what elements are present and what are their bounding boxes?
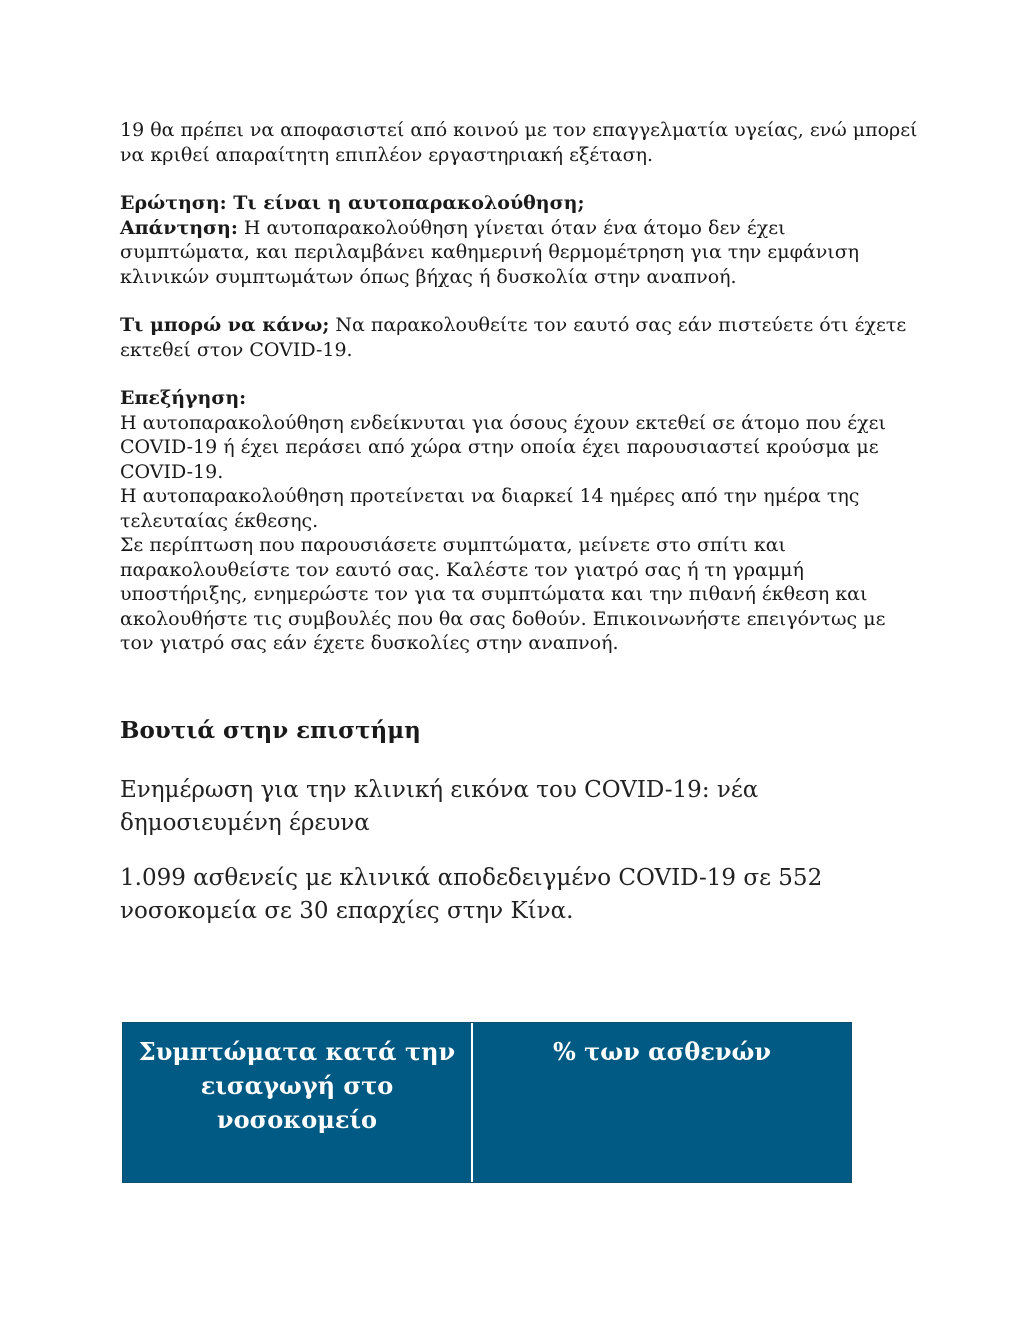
- explanation-label: Επεξήγηση:: [120, 387, 247, 409]
- intro-paragraph: 19 θα πρέπει να αποφασιστεί από κοινού με τον επαγγελματία υγείας, ενώ μπορεί να κριθεί απαραίτητη επιπλέον εργαστηριακή εξέταση.: [120, 119, 918, 166]
- action-text: Να παρακολουθείτε τον εαυτό σας εάν πιστεύετε ότι έχετε εκτεθεί στον COVID-19.: [120, 314, 907, 361]
- action-label: Τι μπορώ να κάνω;: [120, 314, 330, 336]
- explanation-line: Η αυτοπαρακολούθηση προτείνεται να διαρκεί 14 ημέρες από την ημέρα της τελευταίας έκθεσης.: [120, 485, 860, 532]
- explanation-line: Η αυτοπαρακολούθηση ενδείκνυται για όσους έχουν εκτεθεί σε άτομο που έχει COVID-19 ή έχει περάσει από χώρα στην οποία έχει παρουσιαστεί κρούσμα με COVID-19.: [120, 411, 886, 483]
- answer-text: Η αυτοπαρακολούθηση γίνεται όταν ένα άτομο δεν έχει συμπτώματα, και περιλαμβάνει καθημερινή θερμομέτρηση για την εμφάνιση κλινικών συμπτωμάτων όπως βήχας ή δυσκολία στην αναπνοή.: [120, 216, 860, 288]
- section-title: Βουτιά στην επιστήμη: [120, 716, 421, 744]
- symptoms-table: [122, 1022, 852, 1183]
- science-subtitle: Ενημέρωση για την κλινική εικόνα του COVID-19: νέα δημοσιευμένη έρευνα: [120, 776, 759, 836]
- science-summary: 1.099 ασθενείς με κλινικά αποδεδειγμένο COVID-19 σε 552 νοσοκομεία σε 30 επαρχίες στην Κίνα.: [120, 864, 823, 924]
- table-header-symptoms: Συμπτώματα κατά την εισαγωγή στο νοσοκομείο: [123, 1023, 473, 1182]
- question-label: Ερώτηση: Τι είναι η αυτοπαρακολούθηση;: [120, 192, 585, 214]
- explanation-line: Σε περίπτωση που παρουσιάσετε συμπτώματα, μείνετε στο σπίτι και παρακολουθείστε τον εαυτό σας. Καλέστε τον γιατρό σας ή τη γραμμή υποστήριξης, ενημερώστε τον για τα συμπτώματα και την πιθανή έκθεση και ακολουθήστε τις συμβουλές που θα σας δοθούν. Επικοινωνήστε επειγόντως με τον γιατρό σας εάν έχετε δυσκολίες στην αναπνοή.: [120, 534, 886, 654]
- explanation-block: [120, 386, 920, 656]
- answer-label: Απάντηση:: [120, 216, 238, 239]
- document-page: [120, 118, 920, 928]
- table-header-percent: % των ασθενών: [473, 1023, 851, 1182]
- qa-block: [120, 191, 920, 289]
- action-block: [120, 313, 920, 362]
